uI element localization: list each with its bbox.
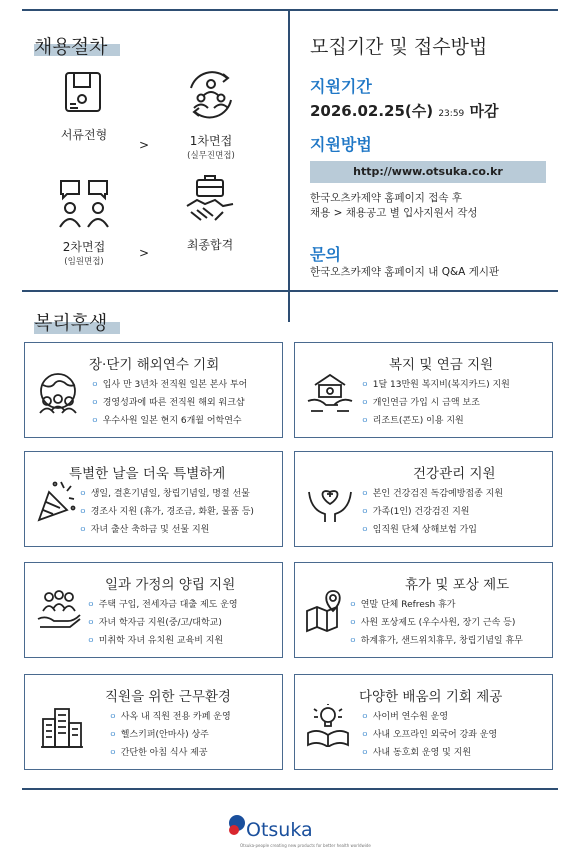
method-heading: 지원방법 — [310, 135, 372, 154]
list-item: ㅇ 우수사원 일본 현지 6개월 어학연수 — [91, 412, 247, 430]
step-sublabel: (실무진면접) — [187, 151, 235, 161]
travel-map-icon — [303, 587, 353, 635]
office-building-icon — [39, 705, 85, 749]
list-item: ㅇ 자녀 학자금 지원(중/고/대학교) — [87, 614, 238, 632]
card-items — [109, 708, 231, 762]
list-item: ㅇ 리조트(콘도) 이용 지원 — [361, 412, 510, 430]
card-items — [349, 596, 523, 650]
team-cycle-icon — [183, 70, 239, 120]
list-item: ㅇ 주택 구입, 전세자금 대출 제도 운영 — [87, 596, 238, 614]
logo-wordmark: Otsuka — [246, 819, 313, 841]
card-items — [87, 596, 238, 650]
benefit-card-work-environment — [24, 674, 283, 770]
list-item: ㅇ 사내 오프라인 외국어 강좌 운영 — [361, 726, 497, 744]
logo-mark-icon — [226, 813, 248, 837]
list-item: ㅇ 사내 동호회 운영 및 지원 — [361, 744, 497, 762]
card-items — [361, 485, 503, 539]
card-items — [361, 708, 497, 762]
bottom-divider — [22, 788, 558, 790]
period-time: 23:59 — [438, 109, 465, 119]
benefits-title: 복리후생 — [34, 312, 108, 334]
globe-people-icon — [35, 371, 81, 415]
logo-tagline: Otsuka-people creating new products for better health worldwide — [240, 843, 371, 848]
book-lightbulb-icon — [305, 703, 351, 747]
method-line-1: 한국오츠카제약 홈페이지 접속 후 — [310, 192, 463, 204]
website-url-link[interactable]: http://www.otsuka.co.kr — [310, 161, 546, 183]
card-title: 복지 및 연금 지원 — [389, 357, 494, 373]
period-date: 2026.02.25(수) — [310, 102, 434, 120]
benefit-card-work-family — [24, 562, 283, 658]
list-item: ㅇ 미취학 자녀 유치원 교육비 지원 — [87, 632, 238, 650]
otsuka-logo — [226, 813, 371, 853]
discussion-icon — [57, 178, 111, 230]
list-item: ㅇ 자녀 출산 축하금 및 선물 지원 — [79, 521, 254, 539]
inquiry-heading: 문의 — [310, 245, 341, 264]
step-first-interview — [166, 70, 256, 161]
card-title: 일과 가정의 양립 지원 — [105, 577, 236, 593]
list-item: ㅇ 가족(1인) 건강검진 지원 — [361, 503, 503, 521]
card-title: 직원을 위한 근무환경 — [105, 689, 231, 705]
benefit-card-welfare-pension — [294, 342, 553, 438]
list-item: ㅇ 연말 단체 Refresh 휴가 — [349, 596, 523, 614]
inquiry-text: 한국오츠카제약 홈페이지 내 Q&A 게시판 — [310, 266, 500, 278]
benefit-card-vacation-reward — [294, 562, 553, 658]
process-arrow: > — [139, 246, 150, 260]
list-item: ㅇ 사이버 연수원 운영 — [361, 708, 497, 726]
family-hand-icon — [35, 589, 83, 633]
list-item: ㅇ 경영성과에 따른 전직원 해외 워크샵 — [91, 394, 247, 412]
process-title: 채용절차 — [34, 36, 108, 58]
list-item: ㅇ 간단한 아침 식사 제공 — [109, 744, 231, 762]
list-item: ㅇ 헬스키퍼(안마사) 상주 — [109, 726, 231, 744]
list-item: ㅇ 생일, 결혼기념일, 창립기념일, 명절 선물 — [79, 485, 254, 503]
process-arrow: > — [139, 138, 150, 152]
step-second-interview — [44, 178, 124, 267]
vertical-divider — [288, 9, 290, 322]
card-title: 휴가 및 포상 제도 — [405, 577, 510, 593]
card-title: 다양한 배움의 기회 제공 — [359, 689, 503, 705]
step-sublabel: (임원면접) — [64, 257, 104, 267]
step-label: 서류전형 — [60, 128, 108, 142]
card-items — [79, 485, 254, 539]
list-item: ㅇ 경조사 지원 (휴가, 경조금, 화환, 물품 등) — [79, 503, 254, 521]
health-hands-icon — [305, 480, 355, 524]
method-line-2: 채용 > 채용공고 별 입사지원서 작성 — [310, 207, 478, 219]
list-item: ㅇ 1달 13만원 복지비(복지카드) 지원 — [361, 376, 510, 394]
list-item: ㅇ 하계휴가, 샌드위치휴무, 창립기념일 휴무 — [349, 632, 523, 650]
card-items — [361, 376, 510, 430]
card-title: 장·단기 해외연수 기회 — [89, 357, 220, 373]
briefcase-handshake-icon — [183, 172, 237, 226]
step-label: 최종합격 — [186, 238, 234, 252]
step-final-pass — [168, 172, 252, 253]
step-label: 2차면접 — [62, 240, 106, 254]
step-document-screening — [44, 70, 124, 143]
document-icon — [58, 70, 110, 116]
top-divider — [22, 9, 558, 11]
period-suffix: 마감 — [469, 102, 499, 120]
benefit-card-special-days — [24, 451, 283, 547]
card-items — [91, 376, 247, 430]
list-item: ㅇ 임직원 단체 상해보험 가입 — [361, 521, 503, 539]
benefit-card-health-care — [294, 451, 553, 547]
list-item: ㅇ 입사 만 3년차 전직원 일본 본사 투어 — [91, 376, 247, 394]
party-popper-icon — [33, 476, 77, 526]
card-title: 건강관리 지원 — [413, 466, 496, 482]
list-item: ㅇ 개인연금 가입 시 금액 보조 — [361, 394, 510, 412]
step-label: 1차면접 — [189, 134, 233, 148]
benefit-card-learning — [294, 674, 553, 770]
period-heading: 지원기간 — [310, 77, 372, 96]
middle-divider — [22, 290, 558, 292]
list-item: ㅇ 본인 건강검진 독감예방접종 지원 — [361, 485, 503, 503]
benefit-card-overseas-training — [24, 342, 283, 438]
care-hands-icon — [305, 371, 355, 415]
application-period — [310, 100, 498, 121]
recruit-title: 모집기간 및 접수방법 — [310, 36, 488, 58]
list-item: ㅇ 사원 포상제도 (우수사원, 장기 근속 등) — [349, 614, 523, 632]
card-title: 특별한 날을 더욱 특별하게 — [69, 466, 226, 482]
list-item: ㅇ 사옥 내 직원 전용 카페 운영 — [109, 708, 231, 726]
